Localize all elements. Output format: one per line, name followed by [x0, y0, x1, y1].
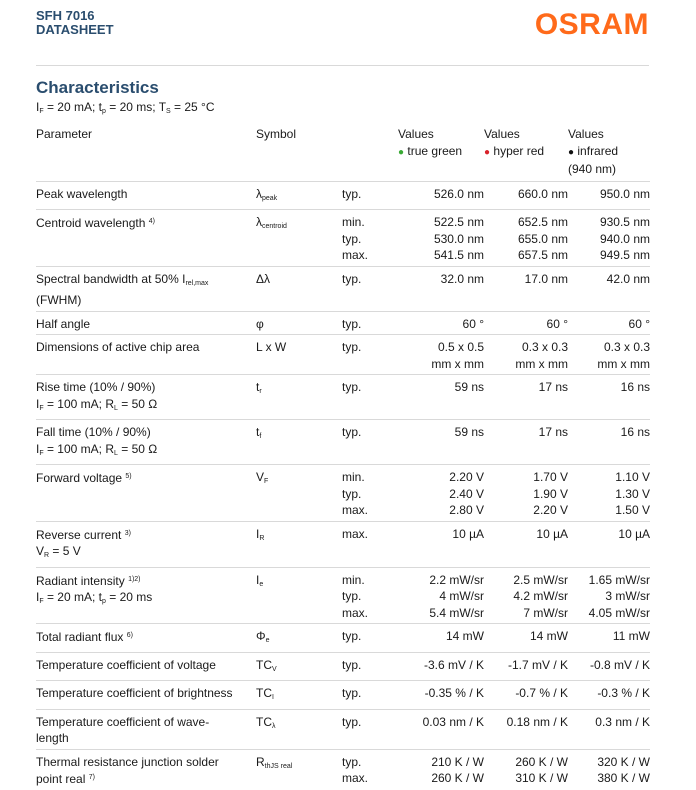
measurement-conditions: $I_F = 20$ mA; $t_p = 20$ ms; $T_S = 25$ °C	[36, 100, 215, 115]
table-row: Half angle φ typ. 60 ° 60 ° 60 °	[36, 311, 650, 335]
header-infrared: Values ● infrared (940 nm)	[568, 127, 619, 176]
green-dot-icon: ●	[398, 146, 405, 158]
table-row: Peak wavelength $\lambda_{peak}$ typ. 526.0 nm 660.0 nm 950.0 nm	[36, 181, 650, 210]
table-row: Centroid wavelength $^{4)}$ $\lambda_{centroid}$ min. typ. max. 522.5 nm 530.0 nm 541.5 nm 652.5 nm 655.0 nm 657.5 nm 930.5 nm 940.0 nm 949.5 nm	[36, 210, 650, 267]
product-name: SFH 7016	[36, 8, 95, 23]
characteristics-table	[36, 126, 650, 790]
param-chip-dimensions: Dimensions of active chip area	[36, 335, 256, 375]
param-tc-voltage: Temperature coefficient of voltage	[36, 652, 256, 681]
symbol: $\lambda_{centroid}$	[256, 210, 342, 267]
symbol: $\Phi_e$	[256, 624, 342, 653]
table-row: Rise time (10% / 90%) $I_F = 100$ mA; $R_L = 50$ Ω $t_r$ typ. 59 ns 17 ns 16 ns	[36, 375, 650, 420]
table-row: Radiant intensity $^{1)2)}$ $I_F = 20$ mA; $t_p = 20$ ms $I_e$ min. typ. max. 2.2 mW/sr 4 mW/sr 5.4 mW/sr 2.5 mW/sr 4.2 mW/sr 7 mW/sr 1.65 mW/sr 3 mW/sr 4.05 mW/sr	[36, 567, 650, 624]
symbol: $TC_V$	[256, 652, 342, 681]
header-hyper-red: Values ● hyper red	[484, 127, 545, 158]
symbol: $t_f$	[256, 420, 342, 465]
table-row: Total radiant flux $^{6)}$ $\Phi_e$ typ. 14 mW 14 mW 11 mW	[36, 624, 650, 653]
table-row: Fall time (10% / 90%) $I_F = 100$ mA; $R_L = 50$ Ω $t_f$ typ. 59 ns 17 ns 16 ns	[36, 420, 650, 465]
symbol: $I_e$	[256, 567, 342, 624]
param-peak-wavelength: Peak wavelength	[36, 181, 256, 210]
table-row: Temperature coefficient of voltage $TC_V$ typ. -3.6 mV / K -1.7 mV / K -0.8 mV / K	[36, 652, 650, 681]
symbol: $t_r$	[256, 375, 342, 420]
symbol: Δλ	[256, 266, 342, 311]
table-row: Temperature coefficient of brightness $TC_I$ typ. -0.35 % / K -0.7 % / K -0.3 % / K	[36, 681, 650, 710]
table-row: Thermal resistance junction solder point real $^{7)}$ $R_{thJS real}$ typ. max. 210 K / W 260 K / W 260 K / W 310 K / W 320 K / W 380 K / W	[36, 749, 650, 790]
black-dot-icon: ●	[568, 146, 575, 158]
red-dot-icon: ●	[484, 146, 491, 158]
param-half-angle: Half angle	[36, 311, 256, 335]
table-row: Temperature coefficient of wave- length $TC_\lambda$ typ. 0.03 nm / K 0.18 nm / K 0.3 nm / K	[36, 709, 650, 749]
section-title: Characteristics	[36, 78, 159, 97]
param-centroid-wavelength: Centroid wavelength $^{4)}$	[36, 210, 256, 267]
param-forward-voltage: Forward voltage $^{5)}$	[36, 465, 256, 522]
document-header	[36, 9, 114, 37]
document-type: DATASHEET	[36, 22, 114, 37]
symbol: $R_{thJS real}$	[256, 749, 342, 790]
param-total-radiant-flux: Total radiant flux $^{6)}$	[36, 624, 256, 653]
header-parameter: Parameter	[36, 127, 93, 141]
param-thermal-resistance: Thermal resistance junction solder point real $^{7)}$	[36, 749, 256, 790]
param-rise-time: Rise time (10% / 90%) $I_F = 100$ mA; $R_L = 50$ Ω	[36, 375, 256, 420]
table-row: Forward voltage $^{5)}$ $V_F$ min. typ. max. 2.20 V 2.40 V 2.80 V 1.70 V 1.90 V 2.20 V 1.10 V 1.30 V 1.50 V	[36, 465, 650, 522]
param-spectral-bandwidth: Spectral bandwidth at 50% $I_{rel,max}$ (FWHM)	[36, 266, 256, 311]
table-header-row	[36, 126, 650, 181]
header-divider	[36, 65, 649, 66]
param-reverse-current: Reverse current $^{3)}$ $V_R = 5$ V	[36, 521, 256, 567]
param-tc-brightness: Temperature coefficient of brightness	[36, 681, 256, 710]
symbol: L x W	[256, 335, 342, 375]
symbol: $V_F$	[256, 465, 342, 522]
header-true-green: Values ● true green	[398, 127, 463, 158]
header-symbol: Symbol	[256, 127, 297, 141]
param-fall-time: Fall time (10% / 90%) $I_F = 100$ mA; $R_L = 50$ Ω	[36, 420, 256, 465]
symbol: $TC_I$	[256, 681, 342, 710]
table-row: Reverse current $^{3)}$ $V_R = 5$ V $I_R$ max. 10 µA 10 µA 10 µA	[36, 521, 650, 567]
symbol: $TC_\lambda$	[256, 709, 342, 749]
symbol: $\lambda_{peak}$	[256, 181, 342, 210]
osram-logo: OSRAM	[534, 8, 649, 41]
table-row: Dimensions of active chip area L x W typ. 0.5 x 0.5 mm x mm 0.3 x 0.3 mm x mm 0.3 x 0.3 mm x mm	[36, 335, 650, 375]
table-row: Spectral bandwidth at 50% $I_{rel,max}$ (FWHM) Δλ typ. 32.0 nm 17.0 nm 42.0 nm	[36, 266, 650, 311]
symbol: φ	[256, 311, 342, 335]
symbol: $I_R$	[256, 521, 342, 567]
param-tc-wavelength: Temperature coefficient of wave- length	[36, 709, 256, 749]
param-radiant-intensity: Radiant intensity $^{1)2)}$ $I_F = 20$ mA; $t_p = 20$ ms	[36, 567, 256, 624]
